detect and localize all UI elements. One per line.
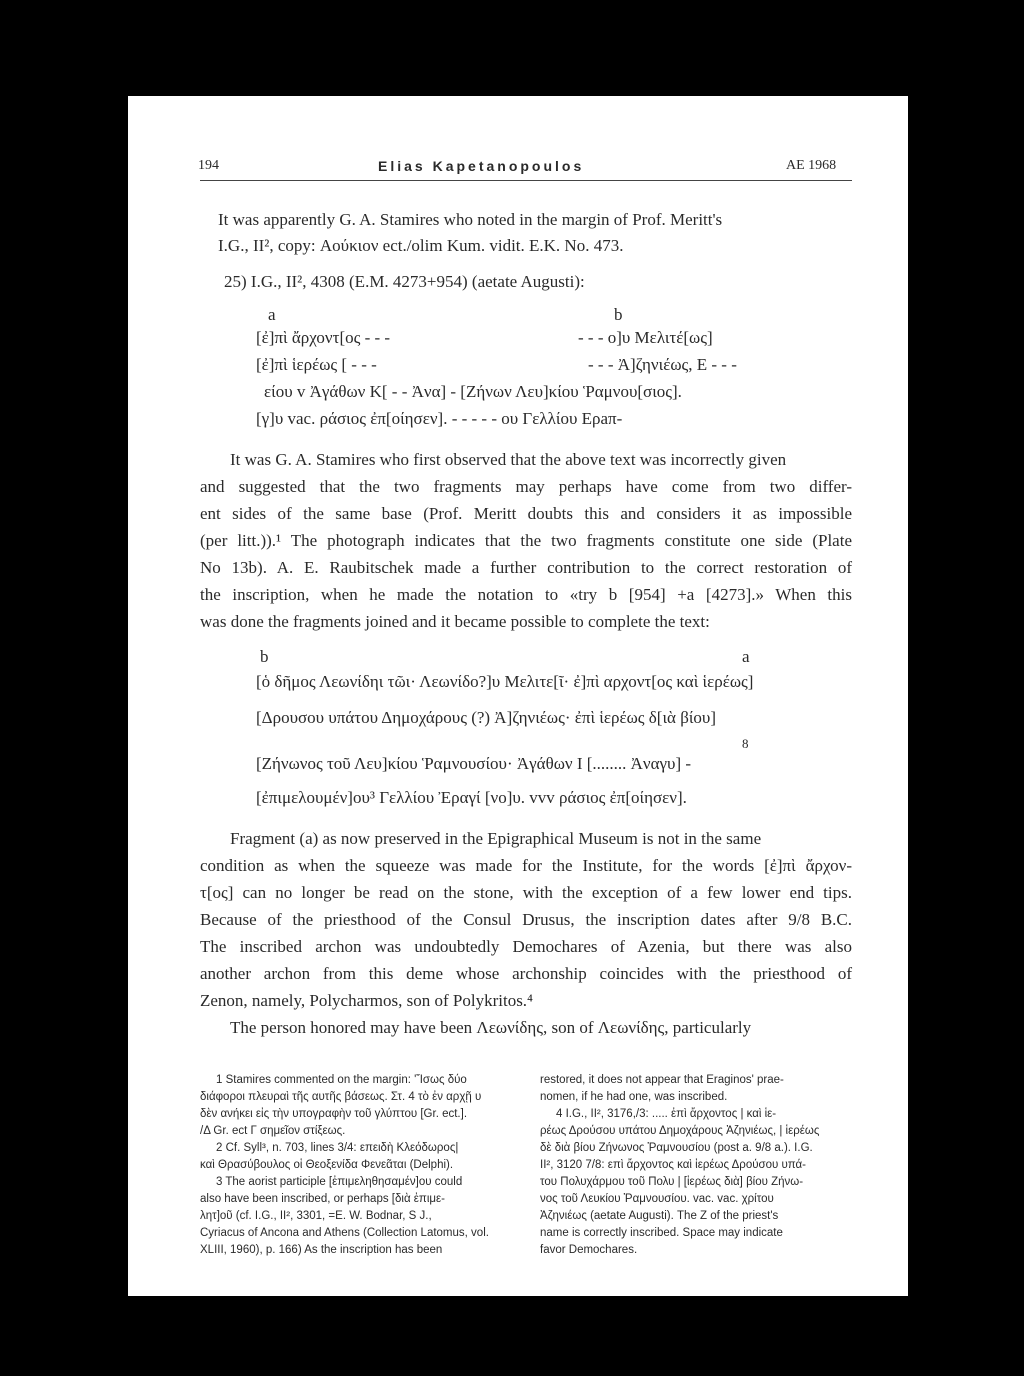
footnote-left-line: /Δ Gr. ect Γ σημεῖον στίξεως. xyxy=(200,1125,346,1137)
running-author: Elias Kapetanopoulos xyxy=(378,158,585,174)
inscription1-line1-right: - - - ο]υ Μελιτέ[ως] xyxy=(578,328,713,347)
footnote-left-line: καὶ Θρασύβουλος οἱ Θεοξενίδα Φενεᾶται (Delphi). xyxy=(200,1159,454,1171)
inscription2-line3: [Ζήνωνος τοῦ Λευ]κίου Ῥαμνουσίου· Ἀγάθων Ι [........ Ἀναγυ] - xyxy=(256,754,692,773)
inscription1-line2-left: [ἐ]πὶ ἱερέως [ - - - xyxy=(256,355,377,374)
footnote-right-line: restored, it does not appear that Eraginos' prae- xyxy=(540,1074,784,1086)
intro-line-2: I.G., II², copy: Αούκιον ect./olim Kum. vidit. E.K. No. 473. xyxy=(218,236,624,255)
inscription2-line4: [ἐπιμελουμέν]ου³ Γελλίου Ἐραγί [νο]υ. vvv ράσιος ἐπ[οίησεν]. xyxy=(256,788,687,807)
footnote-right-line: νος τοῦ Λευκίου Ῥαμνουσίου. vac. vac. χρίτου xyxy=(540,1193,774,1205)
para1-line3: ent sides of the same base (Prof. Meritt doubts this and considers it as impossible xyxy=(200,504,852,523)
para2-line4: Because of the priesthood of the Consul Drusus, the inscription dates after 9/8 B.C. xyxy=(200,910,852,929)
footnote-right-line: Ἀζηνιέως (aetate Augusti). The Z of the priest's xyxy=(540,1210,779,1222)
para1-line6: the inscription, when he made the notation to «try b [954] +a [4273].» When this xyxy=(200,585,852,604)
footnote-left-line: XLIII, 1960), p. 166) As the inscription has been xyxy=(200,1244,443,1256)
footnote-right-line: του Πολυχάρμου τοῦ Πολυ | [ἱερέως διὰ] βίου Ζήνω- xyxy=(540,1176,804,1188)
para2-line2: condition as when the squeeze was made for the Institute, for the words [ἐ]πὶ ἄρχον- xyxy=(200,856,852,875)
footnote-right-line: ρέως Δρούσου υπάτου Δημοχάρους Ἀζηνιέως, | ἱερέως xyxy=(540,1125,820,1137)
para2-line3: τ[ος] can no longer be read on the stone, with the exception of a few lower end tips. xyxy=(200,883,852,902)
inscription2-line2: [Δρουσου υπάτου Δημοχάρους (?) Ἀ]ζηνιέως· ἐπὶ ἱερέως δ[ιὰ βίου] xyxy=(256,708,716,727)
inscription2-line1: [ὁ δῆμος Λεωνίδηι τῶι· Λεωνίδο?]υ Μελιτε[ῖ· ἐ]πὶ αρχοντ[ος καὶ ἱερέως] xyxy=(256,672,754,691)
para1-line4: (per litt.)).¹ The photograph indicates that the two fragments constitute one side (Plate xyxy=(200,531,852,550)
col-b-label: b xyxy=(614,305,623,324)
inscription1-line4: [γ]υ vac. ράσιος ἐπ[οίησεν]. - - - - - ου Γελλίου Ερaπ- xyxy=(256,409,623,428)
footnote-left-line: δὲν ανήκει εἰς τὴν υπογραφὴν τοῦ γλύπτου [Gr. ect.]. xyxy=(200,1108,468,1120)
header-rule xyxy=(200,180,852,181)
ins2-col-a-label: a xyxy=(742,647,750,666)
inscription1-line2-right: - - - Ἀ]ζηνιέως, Ε - - - xyxy=(588,355,737,374)
para2-line7: Zenon, namely, Polycharmos, son of Polykritos.⁴ xyxy=(200,991,533,1010)
para1-line2: and suggested that the two fragments may perhaps have come from two differ- xyxy=(200,477,852,496)
para2-line5: The inscribed archon was undoubtedly Demochares of Azenia, but there was also xyxy=(200,937,852,956)
entry-heading: 25) I.G., II², 4308 (E.M. 4273+954) (aetate Augusti): xyxy=(224,272,585,291)
footnote-left-line: Cyriacus of Ancona and Athens (Collection Latomus, vol. xyxy=(200,1227,489,1239)
inscription1-line1-left: [ἐ]πὶ ἄρχοντ[ος - - - xyxy=(256,328,391,347)
para2-line8: The person honored may have been Λεωνίδης, son of Λεωνίδης, particularly xyxy=(230,1018,752,1037)
footnote-right-line: favor Demochares. xyxy=(540,1244,638,1256)
para2-line6: another archon from this deme whose archonship coincides with the priesthood of xyxy=(200,964,852,983)
intro-line-1: It was apparently G. A. Stamires who noted in the margin of Prof. Meritt's xyxy=(218,210,723,229)
footnote-left-line: διάφοροι πλευραὶ τῆς αυτῆς βάσεως. Στ. 4 τὸ ἐν αρχῇ υ xyxy=(200,1091,482,1103)
line-marker: 8 xyxy=(742,736,749,751)
para1-line5: No 13b). A. E. Raubitschek made a further contribution to the correct restoration of xyxy=(200,558,852,577)
footnote-right-line: 4 I.G., II², 3176,/3: ..... ἐπὶ ἄρχοντος | καὶ ἱε- xyxy=(556,1108,777,1120)
scanned-page xyxy=(128,96,908,1296)
footnote-right-line: nomen, if he had one, was inscribed. xyxy=(540,1091,728,1103)
footnote-right-line: δὲ διὰ βίου Ζήνωνος Ῥαμνουσίου (post a. 9/8 a.). I.G. xyxy=(540,1142,813,1154)
para1-line1: It was G. A. Stamires who first observed that the above text was incorrectly given xyxy=(230,450,787,469)
footnote-right-line: name is correctly inscribed. Space may indicate xyxy=(540,1227,783,1239)
footnote-left-line: 3 The aorist participle [ἐπιμεληθησαμέν]ου could xyxy=(216,1176,463,1188)
footnote-left-line: λητ]οῦ (cf. I.G., II², 3301, =E. W. Bodnar, S J., xyxy=(200,1210,432,1222)
page-number: 194 xyxy=(198,158,219,173)
footnote-right-line: II², 3120 7/8: επὶ ἄρχοντος καὶ ἱερέως Δρούσου υπά- xyxy=(540,1159,807,1171)
footnote-left-line: 1 Stamires commented on the margin: 'Ἴσως δύο xyxy=(216,1074,467,1086)
footnote-left-line: also have been inscribed, or perhaps [διὰ ἐπιμε- xyxy=(200,1193,445,1205)
col-a-label: a xyxy=(268,305,276,324)
para1-line7: was done the fragments joined and it became possible to complete the text: xyxy=(200,612,710,631)
para2-line1: Fragment (a) as now preserved in the Epigraphical Museum is not in the same xyxy=(230,829,762,848)
journal-ref: ΑΕ 1968 xyxy=(786,158,837,173)
inscription1-line3: είου v Ἀγάθων Κ[ - - Ἀνα] - [Ζήνων Λευ]κίου Ῥαμνου[σιος]. xyxy=(264,382,682,401)
footnote-left-line: 2 Cf. Syll³, n. 703, lines 3/4: επειδὴ Κλεόδωρος| xyxy=(216,1142,459,1154)
ins2-col-b-label: b xyxy=(260,647,269,666)
